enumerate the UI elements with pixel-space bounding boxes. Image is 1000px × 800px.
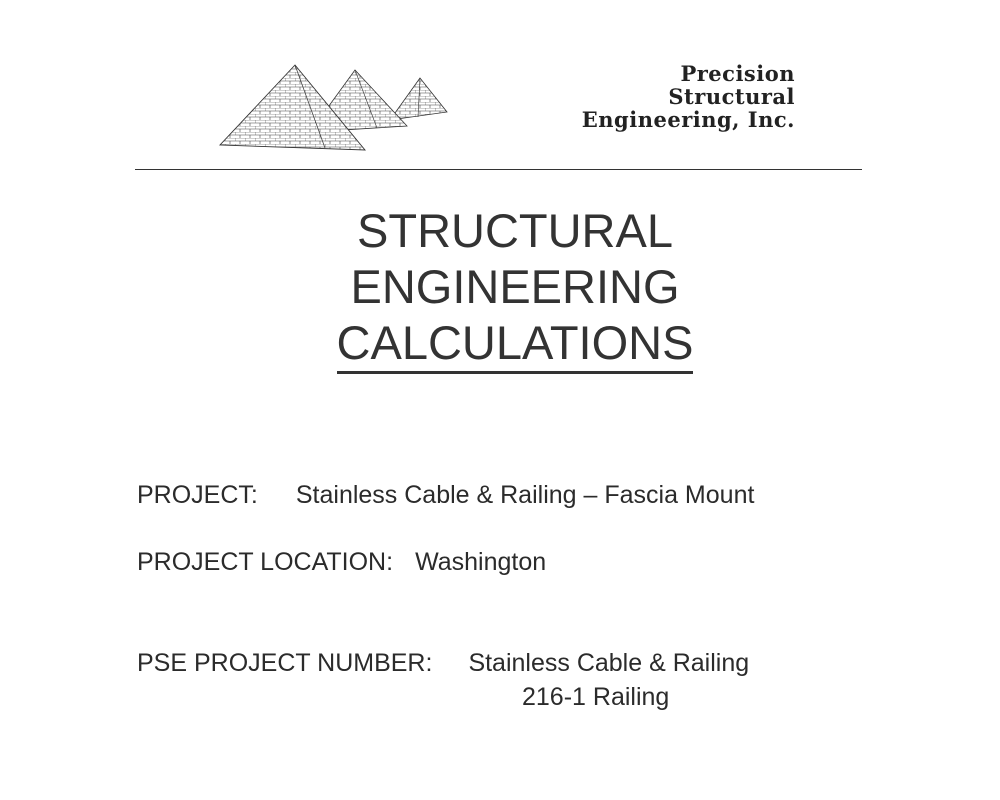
project-row (137, 480, 754, 510)
company-name (582, 62, 795, 131)
project-label: PROJECT: (137, 481, 258, 509)
document-title (0, 203, 1000, 374)
company-name-line3: Engineering, Inc. (581, 107, 795, 132)
location-label: PROJECT LOCATION: (137, 548, 394, 576)
title-line3: CALCULATIONS (337, 317, 694, 374)
project-number-value-line2: 216-1 Railing (522, 683, 670, 711)
header-divider (135, 169, 862, 170)
location-value: Washington (415, 548, 547, 576)
title-line2: ENGINEERING (350, 260, 680, 313)
location-row (137, 547, 546, 577)
project-value: Stainless Cable & Railing – Fascia Mount (295, 481, 755, 509)
pyramids-logo-icon (215, 60, 455, 160)
title-line1: STRUCTURAL (357, 204, 673, 257)
project-number-row (137, 648, 749, 678)
project-number-value-line1: Stainless Cable & Railing (468, 649, 750, 677)
project-number-label: PSE PROJECT NUMBER: (137, 649, 433, 677)
company-name-line2: Structural (668, 84, 795, 109)
company-name-line1: Precision (680, 61, 795, 86)
